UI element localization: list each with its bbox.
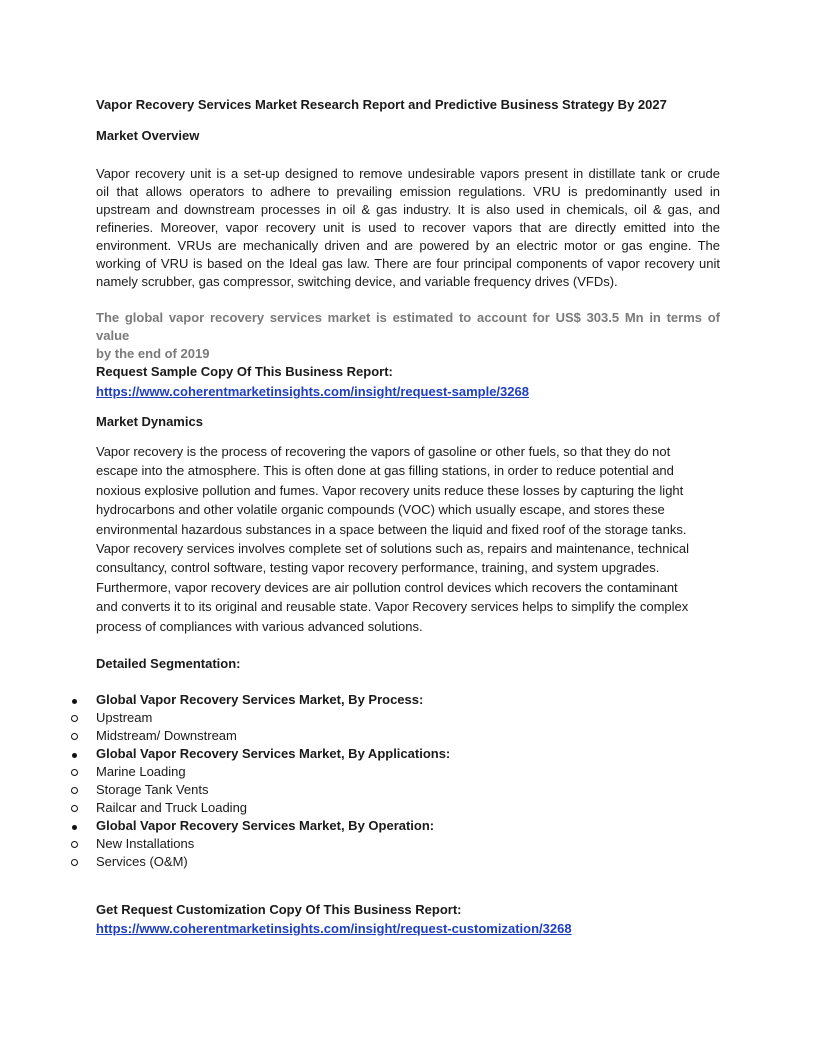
segment-item: Marine Loading: [96, 764, 186, 779]
detailed-segmentation-heading: Detailed Segmentation:: [96, 656, 241, 671]
request-customization-label: Get Request Customization Copy Of This Business Report:: [96, 902, 462, 917]
request-sample-label: Request Sample Copy Of This Business Report:: [96, 364, 393, 379]
sub-bullet-marker: [68, 853, 88, 871]
overview-line: environment. VRUs are mechanically driven and are powered by an electric motor or gas engine. The: [96, 238, 720, 253]
bullet-marker: [68, 817, 88, 835]
dynamics-line: and converts it to its original and reusable state. Vapor Recovery services helps to simplify the complex: [96, 599, 689, 615]
dynamics-line: noxious explosive pollution and fumes. Vapor recovery units reduce these losses by capturing the light: [96, 482, 684, 498]
segment-item: Storage Tank Vents: [96, 782, 209, 797]
sub-bullet-marker: [68, 781, 88, 799]
bullet-marker: [68, 691, 88, 709]
dynamics-line: process of compliances with various advanced solutions.: [96, 618, 423, 634]
market-dynamics-paragraph: [96, 442, 720, 636]
dynamics-line: environmental hazardous substances in a space between the liquid and fixed roof of the storage tanks.: [96, 521, 687, 537]
dynamics-line: consultancy, control software, testing vapor recovery performance, training, and system upgrades.: [96, 560, 660, 576]
dynamics-line: hydrocarbons and other volatile organic compounds (VOC) which usually escape, and stores these: [96, 502, 665, 518]
segment-group-process: Global Vapor Recovery Services Market, By Process:: [96, 692, 424, 707]
dynamics-line: Vapor recovery services involves complete set of solutions such as, repairs and maintenance, technical: [96, 541, 689, 557]
sub-bullet-marker: [68, 709, 88, 727]
segment-group-operation: Global Vapor Recovery Services Market, By Operation:: [96, 818, 435, 833]
overview-line: refineries. Moreover, vapor recovery unit is used to recover vapors that are directly emitted into the: [96, 220, 720, 235]
segment-item: Upstream: [96, 710, 153, 725]
dynamics-line: Vapor recovery is the process of recovering the vapors of gasoline or other fuels, so that they do not: [96, 444, 671, 459]
dynamics-line: escape into the atmosphere. This is often done at gas filling stations, in order to reduce potential and: [96, 463, 674, 479]
request-customization-link[interactable]: https://www.coherentmarketinsights.com/insight/request-customization/3268: [96, 921, 572, 936]
segment-item: Services (O&M): [96, 854, 188, 869]
sub-bullet-marker: [68, 799, 88, 817]
request-sample-link[interactable]: https://www.coherentmarketinsights.com/insight/request-sample/3268: [96, 384, 529, 399]
overview-line: working of VRU is based on the Ideal gas law. There are four principal components of vapor recovery unit: [96, 256, 720, 271]
market-overview-paragraph: [96, 165, 720, 291]
overview-line: upstream and downstream processes in oil & gas industry. It is also used in chemicals, oil & gas, and: [96, 202, 720, 217]
market-value-highlight: [96, 309, 720, 363]
segment-item: Midstream/ Downstream: [96, 728, 237, 743]
highlight-line: The global vapor recovery services market is estimated to account for US$ 303.5 Mn in terms of value: [96, 310, 720, 343]
document-title: Vapor Recovery Services Market Research Report and Predictive Business Strategy By 2027: [96, 97, 667, 112]
market-dynamics-heading: Market Dynamics: [96, 414, 203, 429]
dynamics-line: Furthermore, vapor recovery devices are air pollution control devices which recovers the contaminant: [96, 579, 678, 595]
sub-bullet-marker: [68, 727, 88, 745]
overview-line: Vapor recovery unit is a set-up designed to remove undesirable vapors present in distillate tank or crude: [96, 166, 720, 181]
segment-item: New Installations: [96, 836, 195, 851]
sub-bullet-marker: [68, 835, 88, 853]
highlight-line: by the end of 2019: [96, 346, 210, 361]
segment-item: Railcar and Truck Loading: [96, 800, 248, 815]
segment-group-applications: Global Vapor Recovery Services Market, By Applications:: [96, 746, 451, 761]
market-overview-heading: Market Overview: [96, 128, 200, 143]
sub-bullet-marker: [68, 763, 88, 781]
overview-line: oil that allows operators to adhere to prevailing emission regulations. VRU is predominantly used in: [96, 184, 720, 199]
bullet-marker: [68, 745, 88, 763]
overview-line: namely scrubber, gas compressor, switching device, and variable frequency drives (VFDs).: [96, 274, 618, 289]
